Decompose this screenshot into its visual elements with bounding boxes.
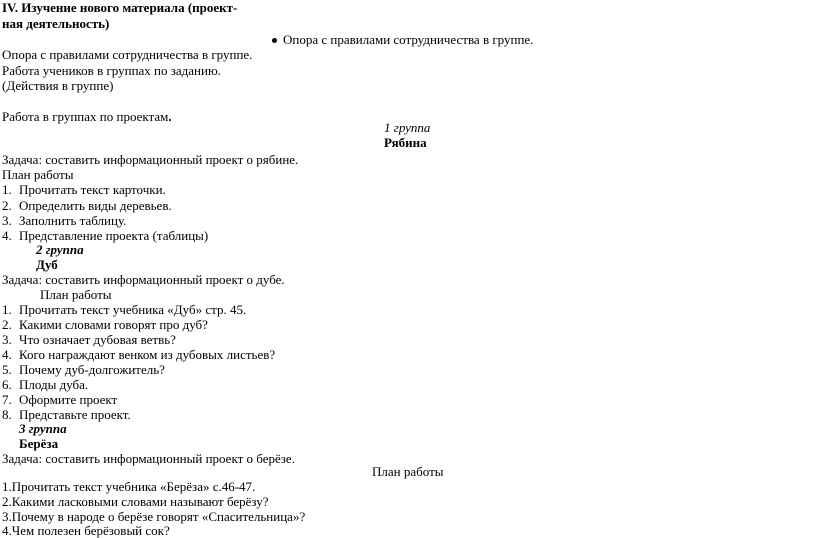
group3-name: Берёза — [19, 436, 59, 451]
group2-item-number: 6. — [2, 377, 12, 392]
group1-item: Прочитать текст карточки. — [19, 182, 166, 197]
group3-item: 1.Прочитать текст учебника «Берёза» с.46-47. — [2, 479, 256, 494]
group3-item: 2.Какими ласковыми словами называют берёзу? — [2, 494, 269, 509]
bullet-icon — [272, 38, 277, 43]
group2-item: Что означает дубовая ветвь? — [19, 332, 176, 347]
group2-plan: План работы — [40, 287, 112, 302]
group2-item-number: 1. — [2, 302, 12, 317]
section-title-line2: ная деятельность) — [2, 16, 110, 31]
group3-label: 3 группа — [19, 421, 67, 436]
group2-task: Задача: составить информационный проект о дубе. — [2, 272, 285, 287]
left-line-1: Опора с правилами сотрудничества в группе. — [2, 47, 253, 62]
group2-item: Плоды дуба. — [19, 377, 89, 392]
group2-item: Оформите проект — [19, 392, 118, 407]
group2-item: Почему дуб-долгожитель? — [19, 362, 165, 377]
group1-item-number: 2. — [2, 198, 12, 213]
right-bullet-item — [272, 32, 533, 47]
group3-item: 3.Почему в народе о берёзе говорят «Спасительница»? — [2, 509, 306, 524]
group2-item-number: 7. — [2, 392, 12, 407]
group1-item-number: 4. — [2, 228, 12, 243]
group3-item: 4.Чем полезен берёзовый сок? — [2, 523, 170, 538]
projects-line — [2, 109, 172, 124]
group2-item: Кого награждают венком из дубовых листьев? — [19, 347, 276, 362]
group2-item-number: 3. — [2, 332, 12, 347]
group2-item-number: 8. — [2, 407, 12, 422]
projects-line-dot: . — [168, 109, 172, 124]
left-line-3: (Действия в группе) — [2, 78, 114, 93]
group2-item-number: 5. — [2, 362, 12, 377]
group3-plan: План работы — [372, 464, 444, 479]
group2-name: Дуб — [36, 257, 58, 272]
group1-item: Заполнить таблицу. — [19, 213, 127, 228]
group1-plan: План работы — [2, 167, 74, 182]
group2-item: Какими словами говорят про дуб? — [19, 317, 208, 332]
group1-item-number: 1. — [2, 182, 12, 197]
group2-item: Прочитать текст учебника «Дуб» стр. 45. — [19, 302, 247, 317]
group1-name: Рябина — [384, 135, 427, 150]
group2-label: 2 группа — [36, 242, 84, 257]
group3-task: Задача: составить информационный проект о берёзе. — [2, 451, 295, 466]
left-line-2: Работа учеников в группах по заданию. — [2, 63, 221, 78]
group1-item: Определить виды деревьев. — [19, 198, 172, 213]
projects-line-text: Работа в группах по проектам — [2, 109, 169, 124]
group1-item: Представление проекта (таблицы) — [19, 228, 209, 243]
group1-task: Задача: составить информационный проект о рябине. — [2, 152, 299, 167]
right-bullet-text: Опора с правилами сотрудничества в группе. — [283, 32, 534, 47]
group1-item-number: 3. — [2, 213, 12, 228]
group2-item-number: 4. — [2, 347, 12, 362]
group1-label: 1 группа — [384, 120, 431, 135]
group2-item-number: 2. — [2, 317, 12, 332]
group2-item: Представьте проект. — [19, 407, 131, 422]
section-title-line1: IV. Изучение нового материала (проект- — [2, 0, 238, 15]
